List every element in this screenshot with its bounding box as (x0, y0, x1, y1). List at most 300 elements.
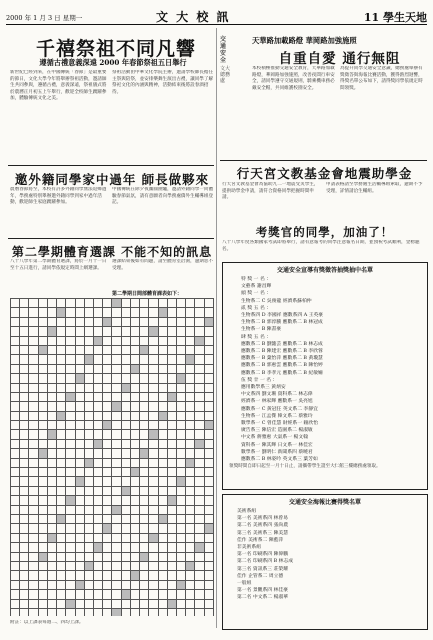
table-cell (93, 477, 102, 486)
table-cell (140, 486, 149, 495)
table-cell (130, 317, 139, 326)
award-line: 應數系一 B 葉怡萍 應數系二 B 黃瓊慧 (241, 356, 323, 362)
table-cell (75, 524, 84, 533)
table-cell (121, 477, 130, 486)
table-cell (176, 430, 185, 439)
table-cell (11, 421, 20, 430)
table-cell (176, 364, 185, 373)
table-cell (20, 514, 29, 523)
table-cell (158, 477, 167, 486)
table-cell (121, 402, 130, 411)
table-cell (38, 374, 47, 383)
table-cell (103, 411, 112, 420)
table-row (11, 402, 214, 411)
table-cell (186, 327, 195, 336)
table-cell (140, 336, 149, 345)
table-cell (75, 608, 84, 616)
table-cell (167, 561, 176, 570)
table-cell (130, 505, 139, 514)
table-cell (84, 590, 93, 599)
table-cell (75, 345, 84, 354)
table-cell (93, 421, 102, 430)
table-cell (158, 505, 167, 514)
award-line: 特 獎 一 名 ： (241, 277, 272, 282)
table-cell (140, 543, 149, 552)
table-cell (75, 317, 84, 326)
table-cell (121, 552, 130, 561)
table-cell (75, 439, 84, 448)
table-cell (140, 345, 149, 354)
table-cell (167, 543, 176, 552)
table-cell (130, 411, 139, 420)
table-cell (112, 327, 121, 336)
table-cell (204, 383, 213, 392)
table-cell (204, 533, 213, 542)
article-text-scholarship-2: 申請表格請至學務處生活輔導組索取，逾期不予受理，詳情請洽生輔組。 (326, 182, 423, 194)
table-cell (204, 543, 213, 552)
table-row (11, 308, 214, 317)
award-line: 資科系一 陳其輝 日文系一 林佳宏 (241, 442, 313, 448)
table-cell (93, 402, 102, 411)
table-cell (20, 327, 29, 336)
table-cell (93, 608, 102, 616)
table-cell (20, 421, 29, 430)
table-cell (57, 355, 66, 364)
table-cell (103, 524, 112, 533)
article-text-scholarship-1: 行天宮文教基金會為協助九二一地震受災學生，提供助學金申請，請符合資格同學把握時間申請。 (222, 182, 319, 201)
table-cell (167, 308, 176, 317)
table-cell (75, 505, 84, 514)
table-cell (66, 468, 75, 477)
award-line: 佳作 美術系二 陳藍萍 (237, 537, 284, 543)
table-cell (57, 345, 66, 354)
table-cell (149, 590, 158, 599)
table-cell (112, 533, 121, 542)
table-cell (66, 364, 75, 373)
table-cell (103, 383, 112, 392)
table-cell (186, 392, 195, 401)
table-cell (11, 477, 20, 486)
table-cell (93, 590, 102, 599)
section-divider-2 (8, 238, 214, 239)
table-cell (186, 430, 195, 439)
table-cell (93, 336, 102, 345)
table-cell (140, 364, 149, 373)
table-cell (121, 383, 130, 392)
table-cell (38, 533, 47, 542)
table-cell (11, 430, 20, 439)
table-cell (195, 364, 204, 373)
table-cell (11, 439, 20, 448)
table-cell (140, 430, 149, 439)
table-cell (167, 439, 176, 448)
table-cell (20, 533, 29, 542)
table-cell (149, 580, 158, 589)
table-cell (186, 524, 195, 533)
table-cell (176, 524, 185, 533)
table-cell (195, 561, 204, 570)
table-row (11, 543, 214, 552)
award-line: 應數系二 B 林姿吟 英文系三 葉芳如 (241, 457, 318, 463)
table-cell (158, 571, 167, 580)
table-cell (186, 439, 195, 448)
table-row (11, 477, 214, 486)
table-cell (66, 308, 75, 317)
table-cell (11, 486, 20, 495)
table-cell (195, 608, 204, 616)
table-cell (93, 514, 102, 523)
table-cell (195, 430, 204, 439)
table-cell (57, 327, 66, 336)
table-cell (140, 552, 149, 561)
table-cell (29, 580, 38, 589)
table-cell (47, 533, 56, 542)
table-cell (158, 552, 167, 561)
table-cell (84, 468, 93, 477)
table-cell (47, 590, 56, 599)
table-cell (47, 599, 56, 608)
table-cell (47, 421, 56, 430)
table-cell (140, 514, 149, 523)
table-cell (84, 411, 93, 420)
award-line: 佳作 企管系二 周立德 (237, 573, 284, 579)
table-cell (75, 421, 84, 430)
table-cell (195, 552, 204, 561)
table-cell (66, 345, 75, 354)
table-cell (121, 439, 130, 448)
table-cell (167, 411, 176, 420)
table-cell (75, 411, 84, 420)
table-cell (140, 374, 149, 383)
table-cell (149, 533, 158, 542)
table-cell (20, 458, 29, 467)
headline-pe-course: 第二學期體育選課 不能不知的訊息 (11, 245, 213, 259)
award-line: 應數系二 B 劉懿芸 應數系二 B 林志成 (241, 341, 323, 347)
table-cell (204, 327, 213, 336)
table-cell (57, 608, 66, 616)
table-cell (195, 327, 204, 336)
table-cell (47, 486, 56, 495)
table-cell (75, 571, 84, 580)
table-cell (176, 439, 185, 448)
table-row (11, 599, 214, 608)
table-cell (121, 374, 130, 383)
table-cell (75, 468, 84, 477)
table-cell (121, 571, 130, 580)
table-cell (84, 430, 93, 439)
table-cell (186, 402, 195, 411)
table-cell (75, 383, 84, 392)
table-cell (140, 533, 149, 542)
table-cell (93, 327, 102, 336)
table-cell (47, 317, 56, 326)
table-cell (158, 402, 167, 411)
poster-award-box (222, 494, 428, 630)
table-cell (121, 505, 130, 514)
table-cell (66, 599, 75, 608)
table-cell (20, 411, 29, 420)
table-cell (204, 599, 213, 608)
award-note: 領獎時間自即日起至一月十日止，請攜帶學生證至大仁館三樓總務處領取。 (229, 464, 381, 470)
table-cell (38, 524, 47, 533)
table-cell (57, 552, 66, 561)
table-cell (47, 299, 56, 308)
article-text-foreign-2: 中國傳統在除夕夜團圓圍爐，邀請外籍同學一同體驗春節氣氛，請有意願者向學務處僑外生輔導組登記。 (112, 187, 214, 206)
table-cell (167, 299, 176, 308)
table-cell (20, 571, 29, 580)
table-cell (47, 468, 56, 477)
table-cell (11, 345, 20, 354)
table-cell (57, 505, 66, 514)
award-line: 中文系四 劉文珊 資科系二 林志偉 (241, 392, 313, 398)
table-cell (112, 308, 121, 317)
table-cell (121, 430, 130, 439)
table-cell (186, 552, 195, 561)
table-cell (186, 514, 195, 523)
table-cell (140, 449, 149, 458)
table-cell (130, 439, 139, 448)
table-cell (103, 299, 112, 308)
table-cell (204, 345, 213, 354)
table-cell (158, 299, 167, 308)
table-row (11, 524, 214, 533)
table-cell (186, 608, 195, 616)
award-line: 應數系二 B 李孝元 應數系二 B 紀敏姍 (241, 370, 323, 376)
table-cell (66, 336, 75, 345)
table-cell (29, 496, 38, 505)
table-cell (66, 533, 75, 542)
table-cell (149, 514, 158, 523)
table-cell (140, 580, 149, 589)
table-cell (195, 486, 204, 495)
table-cell (112, 486, 121, 495)
table-cell (66, 317, 75, 326)
table-cell (167, 458, 176, 467)
table-cell (158, 608, 167, 616)
award-list (223, 274, 427, 463)
table-cell (149, 364, 158, 373)
table-cell (149, 345, 158, 354)
table-cell (75, 402, 84, 411)
table-cell (66, 505, 75, 514)
table-cell (204, 496, 213, 505)
table-cell (75, 327, 84, 336)
table-cell (204, 308, 213, 317)
table-cell (112, 439, 121, 448)
table-cell (186, 561, 195, 570)
table-cell (140, 477, 149, 486)
table-cell (167, 345, 176, 354)
table-cell (38, 411, 47, 420)
table-row (11, 505, 214, 514)
table-cell (11, 458, 20, 467)
top-note: 天華路加載路燈 華岡路加強施照 (252, 36, 357, 45)
table-cell (167, 364, 176, 373)
table-cell (29, 524, 38, 533)
table-cell (176, 590, 185, 599)
table-cell (121, 458, 130, 467)
table-cell (186, 543, 195, 552)
award-line: 貳 獎 五 名 ： (241, 305, 272, 311)
table-row (11, 486, 214, 495)
table-cell (29, 327, 38, 336)
table-cell (195, 458, 204, 467)
table-cell (149, 317, 158, 326)
table-cell (167, 505, 176, 514)
table-cell (11, 402, 20, 411)
table-cell (57, 543, 66, 552)
table-cell (121, 327, 130, 336)
table-cell (195, 299, 204, 308)
table-cell (158, 496, 167, 505)
table-cell (29, 599, 38, 608)
table-cell (130, 496, 139, 505)
table-cell (47, 571, 56, 580)
table-cell (176, 505, 185, 514)
table-cell (38, 468, 47, 477)
table-cell (75, 299, 84, 308)
award-line: 中文系 蔣雅惠 大氣系一 楊文翰 (241, 435, 308, 441)
table-row (11, 374, 214, 383)
table-cell (176, 402, 185, 411)
table-cell (195, 336, 204, 345)
table-cell (57, 421, 66, 430)
table-cell (121, 561, 130, 570)
table-cell (103, 439, 112, 448)
table-cell (29, 439, 38, 448)
article-text-block: 新世紀已經到來，在中國傳統「春節」是最重要的節日，文化大學今年將舉辦祭祖活動，邀請師生共同參與，遵循古禮，意義深遠，祭祖儀式將於農曆正月初五上午舉行，歡迎全校師生踴躍參加，體驗傳統文化之美。 (10, 70, 107, 102)
table-cell (20, 590, 29, 599)
table-row (11, 580, 214, 589)
award-line: 第一名 印刷系四 陳偉鵬 (237, 552, 289, 558)
table-cell (149, 383, 158, 392)
table-cell (66, 383, 75, 392)
table-cell (121, 496, 130, 505)
table-cell (20, 299, 29, 308)
table-cell (195, 496, 204, 505)
table-caption: 第二學期日間部體育課表如下： (112, 291, 183, 297)
table-cell (93, 439, 102, 448)
table-cell (47, 364, 56, 373)
table-cell (29, 392, 38, 401)
table-cell (195, 374, 204, 383)
table-cell (121, 543, 130, 552)
table-cell (158, 430, 167, 439)
table-cell (38, 308, 47, 317)
table-cell (112, 458, 121, 467)
headline-exam: 考獎官的同學，加油了！ (255, 225, 394, 239)
table-cell (149, 327, 158, 336)
table-cell (11, 590, 20, 599)
table-cell (204, 439, 213, 448)
table-cell (47, 561, 56, 570)
table-cell (11, 355, 20, 364)
table-cell (158, 590, 167, 599)
table-cell (130, 608, 139, 616)
table-cell (38, 599, 47, 608)
table-cell (66, 486, 75, 495)
table-row (11, 364, 214, 373)
table-cell (204, 580, 213, 589)
table-cell (93, 543, 102, 552)
table-cell (29, 533, 38, 542)
table-row (11, 411, 214, 420)
table-cell (112, 355, 121, 364)
table-cell (75, 336, 84, 345)
table-cell (11, 552, 20, 561)
table-cell (20, 402, 29, 411)
table-cell (66, 543, 75, 552)
table-cell (47, 411, 56, 420)
table-cell (186, 590, 195, 599)
table-cell (20, 336, 29, 345)
column-divider (216, 28, 217, 628)
table-cell (167, 430, 176, 439)
table-cell (103, 374, 112, 383)
table-cell (93, 308, 102, 317)
table-cell (103, 355, 112, 364)
table-cell (158, 355, 167, 364)
table-cell (20, 364, 29, 373)
table-cell (57, 468, 66, 477)
table-cell (29, 608, 38, 616)
table-cell (47, 383, 56, 392)
table-cell (84, 327, 93, 336)
table-cell (186, 580, 195, 589)
award-line: 第三名 資訊系三 莊榮耀 (237, 566, 289, 572)
table-cell (57, 336, 66, 345)
table-row (11, 458, 214, 467)
table-cell (112, 374, 121, 383)
table-cell (57, 458, 66, 467)
section-divider (8, 165, 214, 166)
table-cell (149, 392, 158, 401)
table-cell (112, 543, 121, 552)
table-cell (204, 458, 213, 467)
table-cell (38, 402, 47, 411)
table-cell (66, 496, 75, 505)
table-cell (38, 514, 47, 523)
article-text-pe-2: 選課結束後如有問題，請至體育室洽詢，逾期恕不受理。 (112, 259, 214, 271)
table-row (11, 449, 214, 458)
table-cell (204, 571, 213, 580)
table-cell (204, 374, 213, 383)
award-line: 應數系二 B 郭惠雲 應數系二 B 陳怡婷 (241, 363, 323, 369)
table-cell (140, 458, 149, 467)
award-line: 應數系二 B 陳建宏 應數系二 B 李欣蓉 (241, 349, 323, 355)
table-cell (66, 421, 75, 430)
table-cell (121, 392, 130, 401)
table-cell (29, 402, 38, 411)
table-cell (130, 336, 139, 345)
table-cell (112, 299, 121, 308)
table-cell (130, 364, 139, 373)
award-line: 肆 獎 五 名 ： (241, 334, 272, 340)
table-cell (176, 299, 185, 308)
table-cell (140, 299, 149, 308)
table-cell (29, 355, 38, 364)
issue-date: 2000 年 1 月 3 日 星期一 (6, 14, 83, 22)
table-cell (158, 486, 167, 495)
table-cell (204, 355, 213, 364)
article-text-traffic-1: 本校積極推動交通安全教育，天華路加載路燈，華岡路加強施照，改善夜間行車安全，請同學遵守交通規則，騎乘機車務必戴安全帽，共同維護校園安全。 (252, 66, 335, 91)
table-cell (84, 383, 93, 392)
table-cell (11, 449, 20, 458)
table-cell (75, 561, 84, 570)
table-cell (176, 374, 185, 383)
award-line: 生物系一 B 陳書豪 (241, 327, 282, 333)
table-cell (149, 552, 158, 561)
